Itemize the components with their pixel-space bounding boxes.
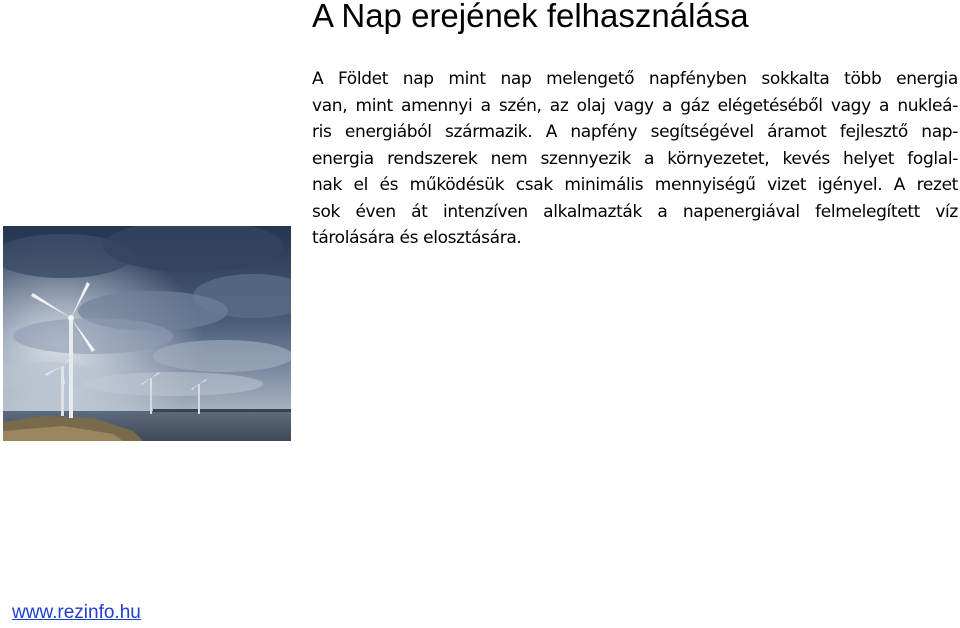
- page-title: A Nap erejének felhasználása: [312, 0, 749, 34]
- article-body: [312, 66, 958, 252]
- article-line: sok éven át intenzíven alkalmazták a napenergiával felmelegített víz: [312, 201, 958, 222]
- article-line: A Földet nap mint nap melengető napfényben sokkalta több energia: [312, 69, 958, 89]
- article-line: van, mint amennyi a szén, az olaj vagy a gáz elégetéséből vagy a nukleá-: [312, 95, 958, 116]
- wind-turbines-photo: [3, 226, 291, 441]
- article-line: tárolására és elosztására.: [312, 228, 522, 248]
- article-line: nak el és működésük csak minimális mennyiségű vizet igényel. A rezet: [312, 175, 958, 195]
- website-link[interactable]: www.rezinfo.hu: [12, 602, 141, 623]
- article-line: energia rendszerek nem szennyezik a környezetet, kevés helyet foglal-: [312, 148, 958, 169]
- article-line: ris energiából származik. A napfény segítségével áramot fejlesztő nap-: [312, 122, 958, 142]
